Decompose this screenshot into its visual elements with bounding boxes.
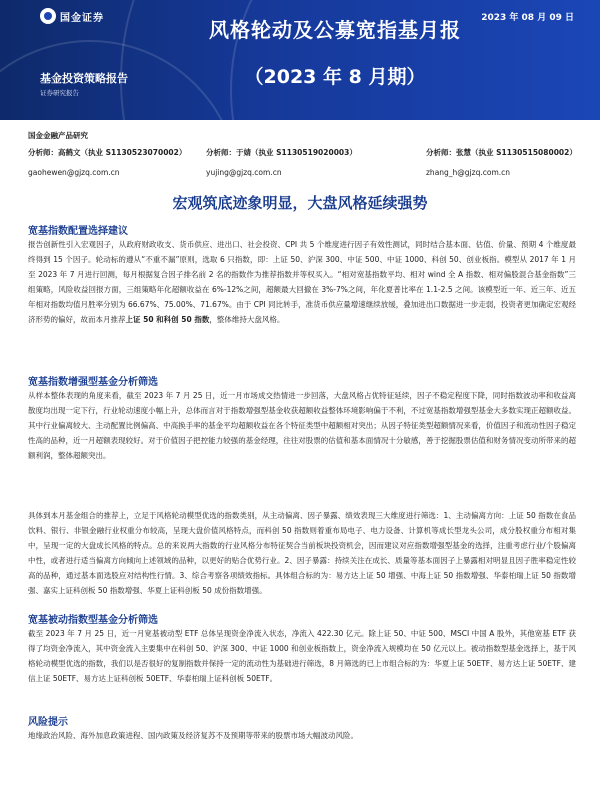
- report-date: 2023 年 08 月 09 日: [481, 13, 574, 23]
- report-subtitle: （2023 年 8 月期）: [244, 66, 426, 88]
- report-department: 证券研究报告: [40, 89, 79, 97]
- analyst-email: gaohewen@gjzq.com.cn: [28, 168, 120, 177]
- section-title-risk: 风险提示: [28, 717, 68, 728]
- analyst-name: 分析师：张慧（执业 S1130515080002）: [426, 148, 577, 157]
- section-paragraph: 截至 2023 年 7 月 25 日，近一月宽基被动型 ETF 总体呈现资金净流入状态，净流入 422.30 亿元。除上证 50、中证 500、MSCI 中国 A 股外，其他宽基 ETF 获得了均资金净流入，其中资金流入主要集中在科创 50、沪深 300、中证 1000 和创业板指数上，资金净流入规模均在 50 亿元以上。被动指数型基金选择上，基于风格轮动模型优选的指数，我们以是否很好的复制指数并保持一定的流动性为基础进行筛选，8 月筛选的已上市组合标的为：华夏上证 50ETF、易方达上证 50ETF、建信上证 50ETF、易方达上证科创板 50ETF、华泰柏瑞上证科创板 50ETF。: [28, 629, 576, 683]
- report-title: 风格轮动及公募宽指基月报: [209, 18, 461, 42]
- analyst-email: zhang_h@gjzq.com.cn: [426, 168, 511, 177]
- logo-text: 国金证券: [60, 12, 104, 24]
- section-paragraph: 从样本整体表现的角度来看，截至 2023 年 7 月 25 日，近一月市场成交热情进一步回落，大盘风格占优特征延续，因子不稳定程度下降，同时指数波动率和收益离散度均出现一定下行，行业轮动速度小幅上升，总体而言对于指数增强型基金收获超额收益整体环境影响偏于不利，不过宽基指数增强型基金大多数实现正超额收益。其中行业偏离较大、主动配置比例偏高、中高换手率的基金平均超额收益在各个特征类型中超额相对突出；从因子特征类型超额情况来看，价值因子和流动性因子稳定性高的品种，近一月超额表现较好。对于价值因子把控能力较强的基金经理，往往对股票的估值和基本面情况十分敏感，善于挖掘股票估值和财务情况变动所带来的超额利润，整体超额突出。: [28, 391, 576, 460]
- section-paragraph: [28, 237, 576, 327]
- section-paragraph: 具体到本月基金组合的推荐上，立足于风格轮动模型优选的指数类别，从主动偏离、因子暴露、绩效表现三大维度进行筛选：1、主动偏离方向：上证 50 指数在食品饮料、银行、非银金融行业权重分布较高，呈现大盘价值风格特点，而科创 50 指数则着重布局电子、电力设备、计算机等成长型龙头公司，成分股权重分布相对集中，呈现一定的大盘成长风格的特点。总的来说两大指数的行业风格分布特征契合当前板块投资机会，因而建议对应指数增强型基金的选择，注重考虑行业/个股偏离中性，或者进行适当偏离方向倾向上述领域的品种，以更好的贴合优势行业。2、因子暴露：持续关注在成长、质量等基本面因子上暴露相对明显且因子胜率稳定性较高的品种，通过基本面选股应对结构性行情。3、综合考察各项绩效指标。具体组合标的为：易方达上证 50 增强、中海上证 50 指数增强、华泰柏瑞上证 50 指数增强、嘉实上证科创板 50 指数增强、华夏上证科创板 50 成份指数增强。: [28, 511, 576, 595]
- logo-icon: [40, 8, 56, 24]
- analyst-name: 分析师：高鹤文（执业 S1130523070002）: [28, 148, 187, 157]
- analyst-email: yujing@gjzq.com.cn: [206, 168, 282, 177]
- report-banner: [0, 0, 600, 120]
- analyst-list: [28, 147, 578, 177]
- report-category: 基金投资策略报告: [40, 72, 128, 85]
- section-title-allocation: 宽基指数配置选择建议: [28, 226, 128, 237]
- report-headline: 宏观筑底迹象明显，大盘风格延续强势: [172, 194, 428, 212]
- analyst-names: [28, 147, 578, 158]
- paragraph-text: 报告创新性引入宏观因子，从政府财政收支、货币供应、进出口、社会投资、CPI 共 5 个维度进行因子有效性测试，同时结合基本面、估值、价量、预期 4 个维度最终得到 15 个因子。轮动标的遵从“不重不漏”原则，选取 6 只指数，即：上证 50、沪深 300、中证 500、中证 1000、科创 50、创业板指。模型从 2017 年 1 月至 2023 年 7 月进行回测，每月根据复合因子排名前 2 名的指数作为推荐指数并等权买入。“相对宽基指数平均、相对 wind 全 A 指数、相对偏股混合基金指数”三组策略，风险收益回报方面，三组策略年化超额收益在 6%-12%之间，超额最大回撤在 3%-7%之间，年化夏普比率在 1.1-2.5 之间。该模型近一年、近三年、近五年相对指数均值月胜率分别为 66.67%、75.00%、71.67%。由于 CPI 同比转手，准货币供应量增速继续放缓，叠加进出口数据进一步走弱，投资者更加确定宏观经济形势的偏好，故而本月推荐: [28, 240, 576, 324]
- analyst-emails: [28, 168, 578, 177]
- highlight-text: 上证 50 和科创 50 指数: [125, 315, 210, 324]
- section-title-passive-funds: 宽基被动指数型基金分析筛选: [28, 615, 158, 626]
- section-title-enhanced-funds: 宽基指数增强型基金分析筛选: [28, 377, 158, 388]
- paragraph-text: ，整体维持大盘风格。: [209, 315, 285, 324]
- analyst-name: 分析师：于婧（执业 S1130519020003）: [206, 148, 357, 157]
- company-logo: [40, 8, 104, 24]
- section-paragraph: 地缘政治风险、海外加息政策进程、国内政策及经济复苏不及预期等带来的股票市场大幅波动风险。: [28, 731, 358, 740]
- research-institute: 国金金融产品研究: [28, 131, 88, 140]
